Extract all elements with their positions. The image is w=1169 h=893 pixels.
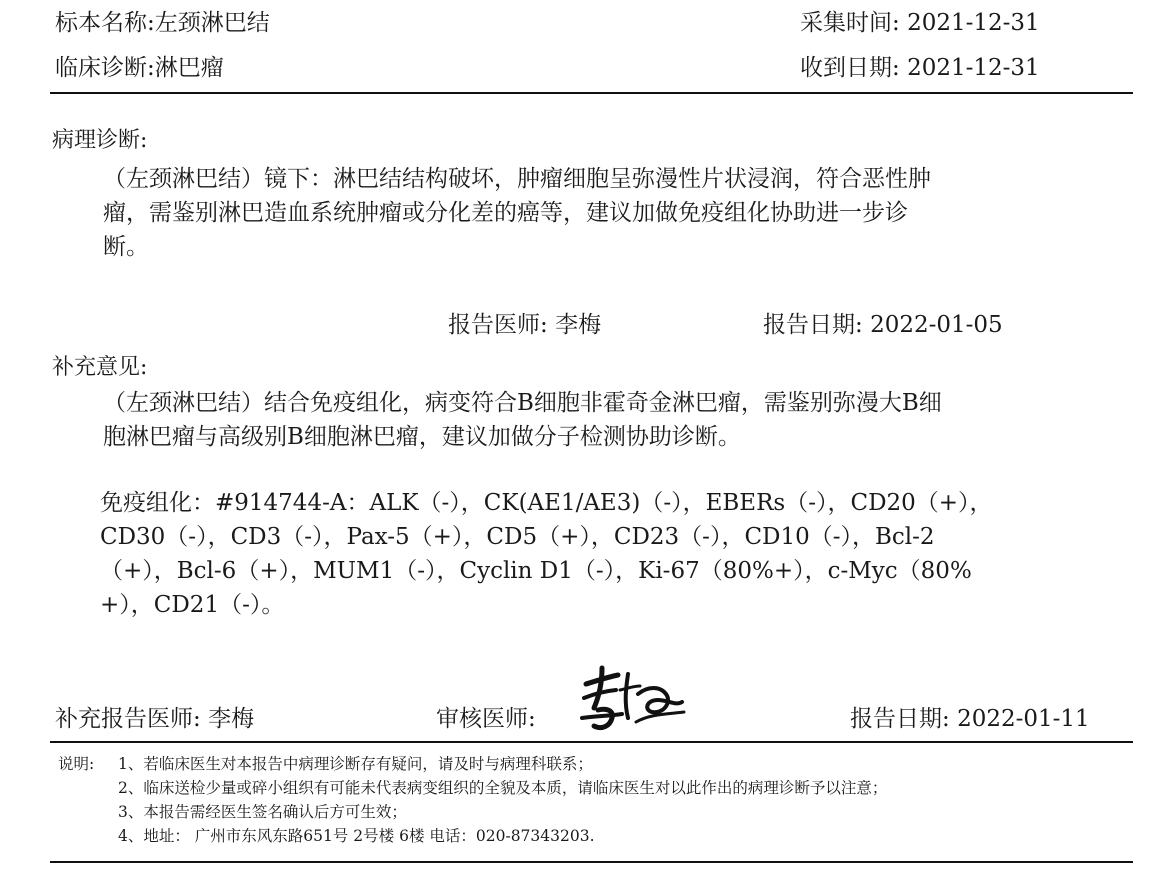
pathology-line: 瘤，需鉴别淋巴造血系统肿瘤或分化差的癌等，建议加做免疫组化协助进一步诊 xyxy=(103,200,908,226)
notes-prefix: 说明: xyxy=(58,755,95,773)
clinical-diagnosis-row xyxy=(55,53,224,83)
report-date-row xyxy=(763,310,1003,340)
pathology-diagnosis-text xyxy=(103,162,1093,264)
pathology-line: （左颈淋巴结）镜下：淋巴结结构破坏，肿瘤细胞呈弥漫性片状浸润，符合恶性肿 xyxy=(103,166,931,192)
collection-time-value: 2021-12-31 xyxy=(907,10,1040,36)
supplementary-opinion-title: 补充意见: xyxy=(52,355,148,380)
clinical-diagnosis-label: 临床诊断: xyxy=(55,55,155,81)
final-report-date-row xyxy=(850,704,1090,734)
immunohistochemistry-text xyxy=(100,486,1100,622)
supplementary-opinion-text xyxy=(103,386,1093,454)
note-item: 3、本报告需经医生签名确认后方可生效； xyxy=(118,803,407,821)
note-item: 1、若临床医生对本报告中病理诊断存有疑问，请及时与病理科联系； xyxy=(118,755,593,773)
reviewer-signature xyxy=(572,664,690,734)
footer-divider xyxy=(50,861,1133,863)
note-item: 2、临床送检少量或碎小组织有可能未代表病变组织的全貌及本质，请临床医生对以此作出的病理诊断予以注意； xyxy=(118,779,888,797)
ihc-line: +），CD21（-）。 xyxy=(100,592,285,618)
specimen-name-value: 左颈淋巴结 xyxy=(154,10,270,36)
received-date-label: 收到日期: xyxy=(800,55,900,81)
specimen-name-label: 标本名称: xyxy=(55,10,155,36)
opinion-line: （左颈淋巴结）结合免疫组化，病变符合B细胞非霍奇金淋巴瘤，需鉴别弥漫大B细 xyxy=(103,390,942,416)
final-report-date-label: 报告日期: xyxy=(850,706,950,732)
supplementary-doctor-label: 补充报告医师: xyxy=(55,706,201,732)
note-item: 4、地址： 广州市东风东路651号 2号楼 6楼 电话：020-87343203. xyxy=(118,827,595,845)
ihc-line: CD30（-），CD3（-），Pax-5（+），CD5（+），CD23（-），CD10（-），Bcl-2 xyxy=(100,524,935,550)
collection-time-label: 采集时间: xyxy=(800,10,900,36)
supplementary-doctor-name: 李梅 xyxy=(208,706,255,732)
pathology-diagnosis-title: 病理诊断: xyxy=(52,128,148,153)
supplementary-doctor-row xyxy=(55,704,254,734)
report-doctor-label: 报告医师: xyxy=(448,312,548,338)
specimen-name-row xyxy=(55,8,270,38)
ihc-line: 免疫组化：#914744-A：ALK（-），CK(AE1/AE3)（-），EBERs（-），CD20（+）， xyxy=(100,490,993,516)
report-date-label: 报告日期: xyxy=(763,312,863,338)
received-date-value: 2021-12-31 xyxy=(907,55,1040,81)
final-report-date-value: 2022-01-11 xyxy=(957,706,1090,732)
signoff-divider xyxy=(50,741,1133,743)
received-date-row xyxy=(800,53,1040,83)
ihc-line: （+），Bcl-6（+），MUM1（-），Cyclin D1（-），Ki-67（80%+），c-Myc（80% xyxy=(100,558,972,584)
header-divider xyxy=(50,92,1133,94)
opinion-line: 胞淋巴瘤与高级别B细胞淋巴瘤，建议加做分子检测协助诊断。 xyxy=(103,424,741,450)
clinical-diagnosis-value: 淋巴瘤 xyxy=(154,55,224,81)
report-doctor-row xyxy=(448,310,601,340)
pathology-line: 断。 xyxy=(103,234,149,260)
collection-time-row xyxy=(800,8,1040,38)
reviewer-label: 审核医师: xyxy=(436,706,536,732)
report-doctor-name: 李梅 xyxy=(555,312,602,338)
report-date-value: 2022-01-05 xyxy=(870,312,1003,338)
